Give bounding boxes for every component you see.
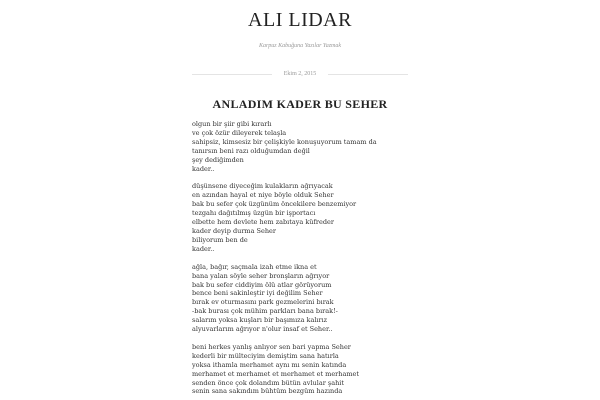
poem-line: biliyorum ben de [192, 235, 248, 244]
poem-line: senin sana sakındım bühtüm bezgüm hazında [192, 387, 343, 396]
poem-line: -bak burası çok mühim parkları bana bırak!- [192, 307, 338, 316]
poem-line: en azından hayal et niye böyle olduk Seher [192, 191, 334, 200]
poem-line: bırak ev oturmasını park gezmelerini bırak [192, 298, 334, 307]
poem-line: ve çok özür dileyerek telaşla [192, 128, 287, 137]
poem-line: senden önce çok dolandım bütün avlular şahit [192, 378, 344, 387]
poem-line: bana yalan söyle seher bronşların ağrıyor [192, 271, 330, 280]
poem-line: kader.. [192, 244, 215, 253]
stanza-3 [192, 263, 422, 334]
poem-line: ağla, bağır, saçmala izah etme ikna et [192, 262, 317, 271]
post-date-row [192, 70, 408, 80]
poem-line: kader deyip durma Seher [192, 226, 276, 235]
poem-line: beni herkes yanlış anlıyor sen bari yapma Seher [192, 342, 351, 351]
post-date-link[interactable]: Ekim 2, 2015 [283, 71, 317, 77]
poem-line: salarım yoksa kuşları bir başımıza kalırız [192, 316, 328, 325]
date-divider-right [328, 74, 408, 75]
poem-line: olgun bir şiir gibi kırarlı [192, 120, 272, 128]
poem-line: elbette hem devlete hem zabıtaya küfreder [192, 218, 334, 227]
poem-line: sahipsiz, kimsesiz bir çelişkiyle konuşuyorum tamam da [192, 137, 377, 146]
poem-line: bence beni sakinleştir iyi değilim Seher [192, 289, 323, 298]
poem-line: kederli bir mülteciyim demiştim sana hatırla [192, 351, 339, 360]
site-description: Karpuz Kabuğuna Yazılar Yazmak [258, 43, 342, 49]
site-header [0, 0, 600, 50]
poem-line: tanırsın beni razı olduğumdan değil [192, 146, 310, 155]
stanza-1 [192, 120, 422, 173]
stanza-4 [192, 343, 422, 396]
poem-line: tezgahı dağıtılmış üzgün bir işportacı [192, 209, 316, 218]
poem-line: kader.. [192, 164, 215, 173]
site-title-link[interactable]: ALI LIDAR [248, 9, 352, 31]
poem-line: yoksa ithamla merhamet aynı mı senin katında [192, 360, 347, 369]
poem-line: bak bu sefer ciddiyim ölü atlar görüyorum [192, 280, 332, 289]
poem-line: merhamet et merhamet et merhamet et merhamet [192, 369, 359, 378]
stanza-2 [192, 182, 422, 253]
poem-line: alyuvarlarım ağrıyor n'olur insaf et Seher.. [192, 325, 333, 334]
poem-line: düşünsene diyeceğim kulakların ağrıyacak [192, 182, 333, 191]
post-title[interactable]: ANLADIM KADER BU SEHER [212, 97, 388, 111]
post-content [192, 120, 422, 400]
poem-line: bak bu sefer çok üzgünüm öncekilere benzemiyor [192, 200, 357, 209]
poem-line: şey dediğimden [192, 155, 244, 164]
